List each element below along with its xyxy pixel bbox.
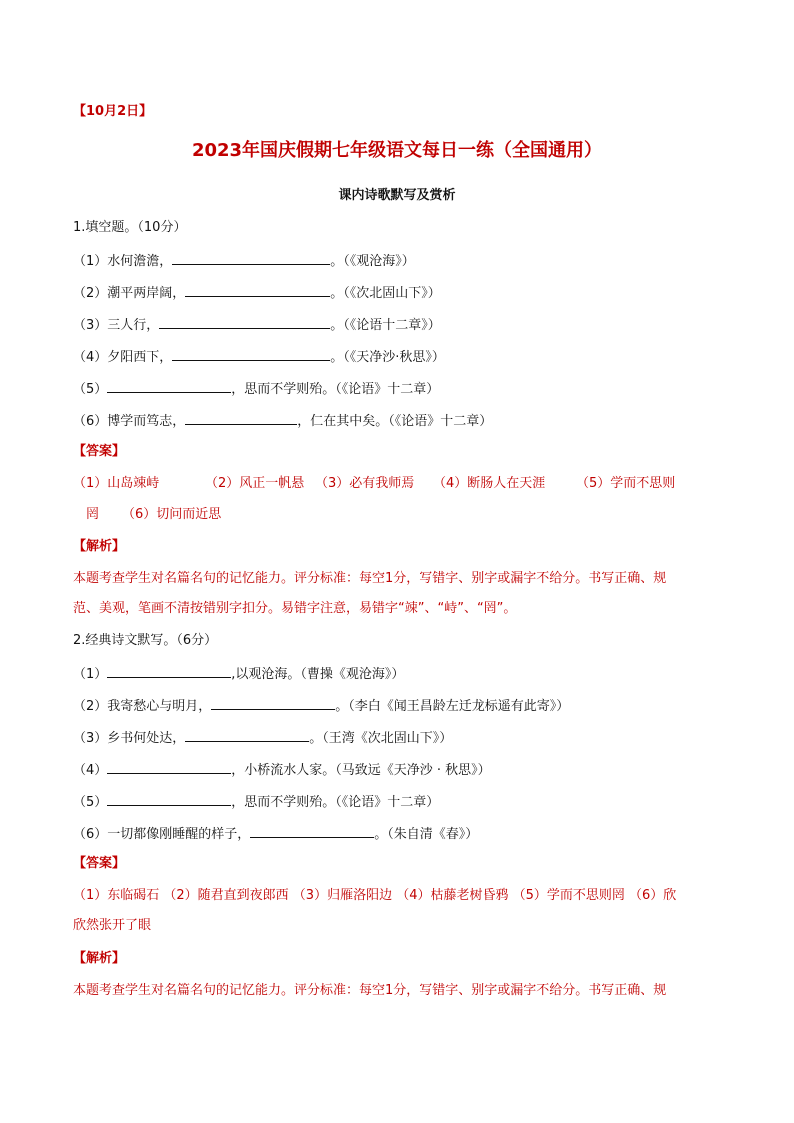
q1-item-2	[73, 283, 441, 303]
q2-analysis	[73, 976, 723, 1006]
q1-answer-5: （5）学而不思则	[576, 476, 676, 491]
q2-item-2-post: 。（李白《闻王昌龄左迁龙标遥有此寄》）	[335, 699, 570, 714]
q1-answer-1: （1）山岛竦峙	[73, 476, 160, 491]
q1-item-4-pre: （4）夕阳西下，	[73, 350, 173, 365]
answer-blank[interactable]	[185, 283, 330, 297]
q1-item-6-pre: （6）博学而笃志，	[73, 414, 186, 429]
q1-analysis-line-1: 本题考查学生对名篇名句的记忆能力。评分标准：每空1分，写错字、别字或漏字不给分。书写正确、规	[73, 571, 667, 586]
q1-item-3	[73, 315, 441, 335]
q1-analysis-line-2: 范、美观，笔画不清按错别字扣分。易错字注意，易错字“竦”、“峙”、“罔”。	[73, 601, 517, 616]
q2-answers	[73, 881, 723, 941]
answer-blank[interactable]	[172, 251, 330, 265]
q2-item-2	[73, 696, 569, 716]
q1-item-4	[73, 347, 445, 367]
q1-answers-cont	[86, 506, 221, 524]
q1-item-1-post: 。（《观沧海》）	[330, 254, 415, 269]
answer-blank[interactable]	[107, 379, 231, 393]
q2-analysis-tag: 【解析】	[73, 951, 126, 966]
q2-item-3-post: 。（王湾《次北固山下》）	[309, 731, 453, 746]
q1-item-5-pre: （5）	[73, 382, 108, 397]
q2-item-4-pre: （4）	[73, 763, 108, 778]
answer-blank[interactable]	[159, 315, 330, 329]
q1-answer-4: （4）断肠人在天涯	[433, 476, 546, 491]
q2-answer-line-2: 欣然张开了眼	[73, 918, 152, 933]
q1-answer-2: （2）风正一帆悬	[205, 476, 305, 491]
q2-item-1	[73, 664, 404, 684]
q2-item-6-pre: （6）一切都像刚睡醒的样子，	[73, 827, 251, 842]
q1-answers	[73, 475, 675, 493]
q1-item-6-post: ，仁在其中矣。（《论语》十二章）	[297, 414, 493, 429]
q2-analysis-line-1: 本题考查学生对名篇名句的记忆能力。评分标准：每空1分，写错字、别字或漏字不给分。书写正确、规	[73, 983, 667, 998]
q1-item-5-post: ，思而不学则殆。（《论语》十二章）	[231, 382, 440, 397]
q1-analysis-tag: 【解析】	[73, 539, 126, 554]
q2-item-3-pre: （3）乡书何处达，	[73, 731, 186, 746]
q2-answer-tag: 【答案】	[73, 856, 126, 871]
answer-blank[interactable]	[185, 411, 297, 425]
q1-answer-tag: 【答案】	[73, 444, 126, 459]
answer-blank[interactable]	[185, 728, 309, 742]
q1-item-1	[73, 251, 415, 271]
q1-item-1-pre: （1）水何澹澹，	[73, 254, 173, 269]
q2-item-1-post: ,以观沧海。（曹操《观沧海》）	[231, 667, 405, 682]
page-title: 2023年国庆假期七年级语文每日一练（全国通用）	[191, 140, 603, 161]
q2-item-5-pre: （5）	[73, 795, 108, 810]
answer-blank[interactable]	[250, 824, 374, 838]
q1-item-2-pre: （2）潮平两岸阔，	[73, 286, 186, 301]
answer-blank[interactable]	[172, 347, 330, 361]
q2-item-4	[73, 760, 491, 780]
q1-heading: 1.填空题。（10分）	[73, 220, 187, 235]
q1-item-3-pre: （3）三人行，	[73, 318, 160, 333]
q1-answer-5-cont: 罔	[86, 507, 100, 522]
answer-blank[interactable]	[107, 792, 231, 806]
q1-item-6	[73, 411, 492, 431]
date-label: 【10月2日】	[73, 104, 153, 119]
q1-answer-6: （6）切问而近思	[122, 507, 222, 522]
q2-item-6	[73, 824, 478, 844]
q1-answer-3: （3）必有我师焉	[315, 476, 415, 491]
page-subtitle: 课内诗歌默写及赏析	[338, 188, 456, 203]
answer-blank[interactable]	[211, 696, 335, 710]
q1-item-5	[73, 379, 439, 399]
q2-item-6-post: 。（朱自清《春》）	[374, 827, 479, 842]
q2-item-1-pre: （1）	[73, 667, 108, 682]
q1-item-2-post: 。（《次北固山下》）	[330, 286, 441, 301]
q1-analysis	[73, 564, 723, 624]
q2-item-3	[73, 728, 452, 748]
answer-blank[interactable]	[107, 760, 231, 774]
q2-item-5-post: ，思而不学则殆。（《论语》十二章）	[231, 795, 440, 810]
q1-item-4-post: 。（《天净沙·秋思》）	[330, 350, 445, 365]
q2-item-4-post: ，小桥流水人家。（马致远《天净沙 · 秋思》）	[231, 763, 491, 778]
q2-item-2-pre: （2）我寄愁心与明月，	[73, 699, 212, 714]
answer-blank[interactable]	[107, 664, 231, 678]
q2-heading: 2.经典诗文默写。（6分）	[73, 633, 218, 648]
q2-item-5	[73, 792, 439, 812]
q2-answer-line-1: （1）东临碣石 （2）随君直到夜郎西 （3）归雁洛阳边 （4）枯藤老树昏鸦 （5）学而不思则罔 （6）欣	[73, 888, 677, 903]
q1-item-3-post: 。（《论语十二章》）	[330, 318, 441, 333]
